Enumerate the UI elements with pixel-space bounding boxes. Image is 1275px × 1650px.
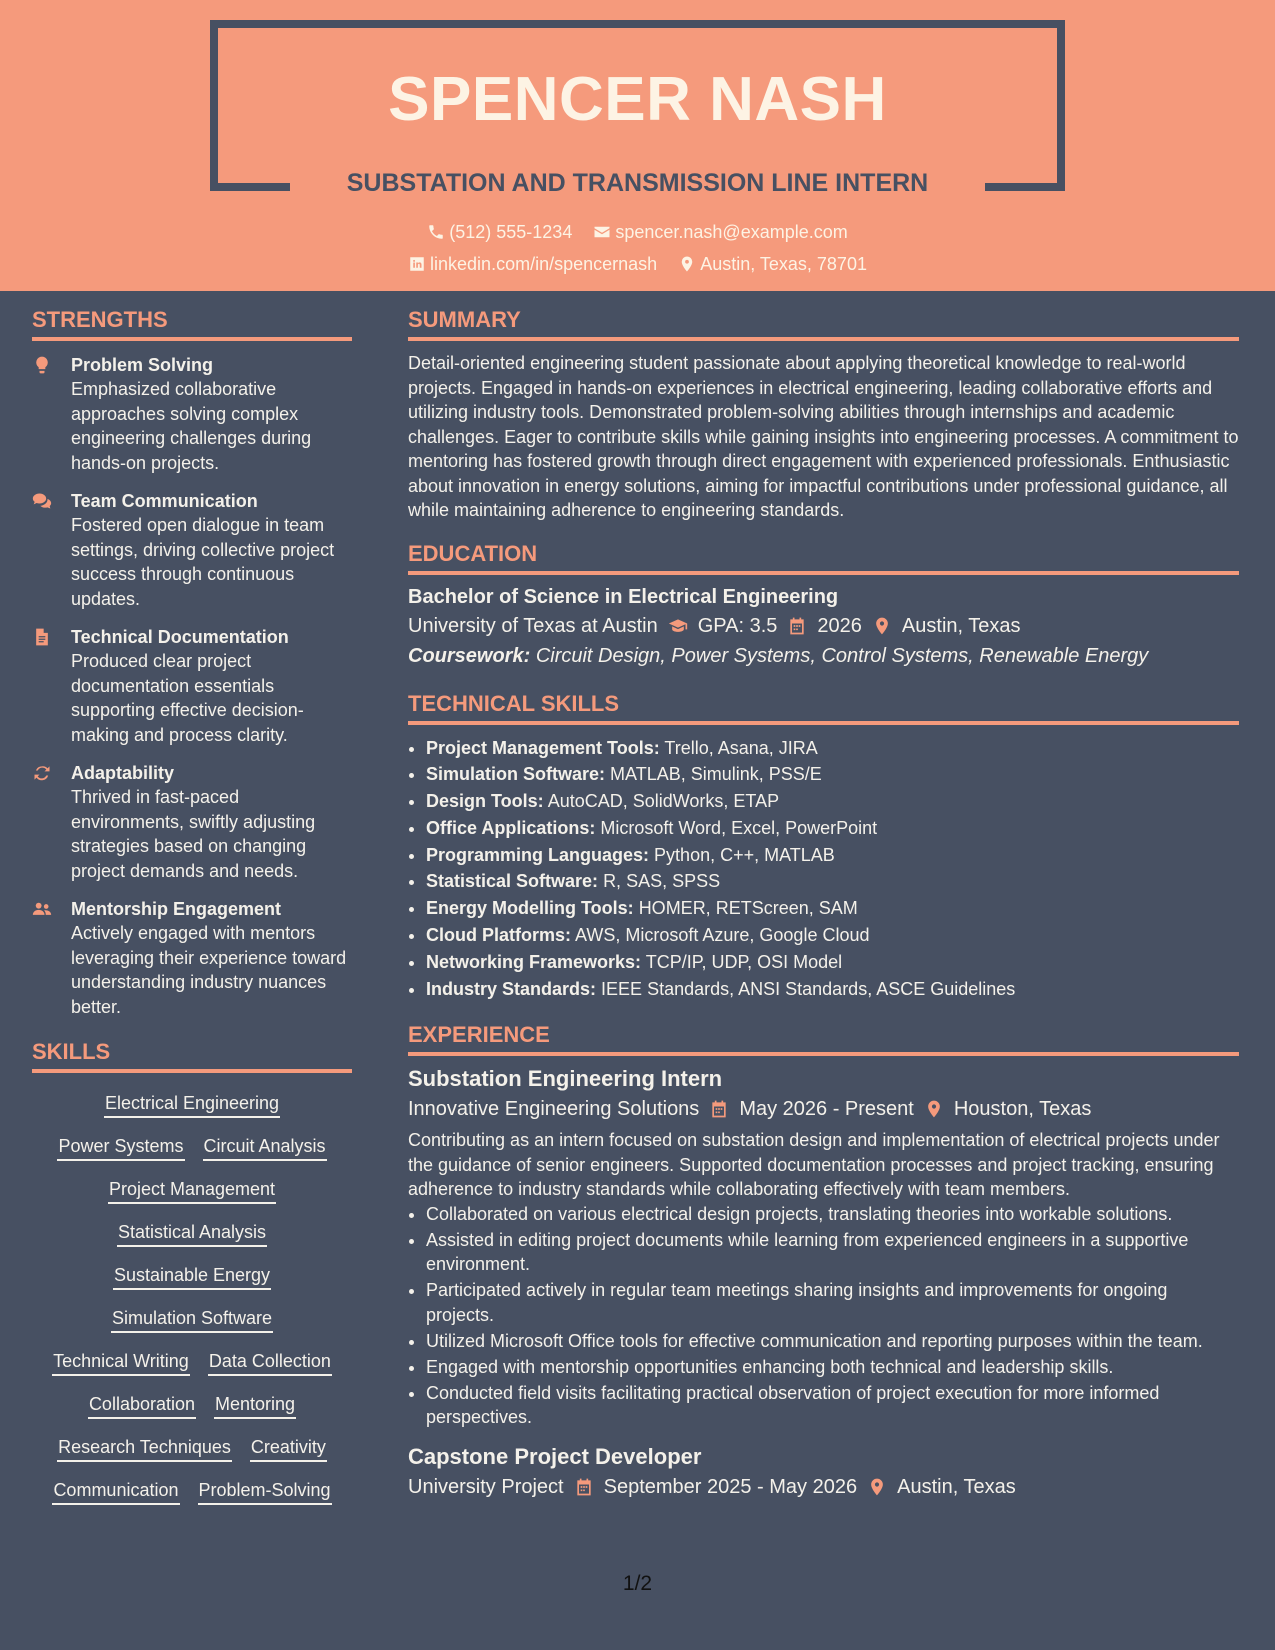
- strength-title: Technical Documentation: [71, 627, 289, 647]
- list-item: [426, 788, 1239, 815]
- skill-tag: Project Management: [108, 1177, 276, 1204]
- skill-tag: Electrical Engineering: [104, 1091, 280, 1118]
- phone-text: (512) 555-1234: [449, 222, 573, 242]
- job-entry: [408, 1064, 1239, 1430]
- contact-row-2: [0, 251, 1275, 280]
- strength-item: [32, 897, 352, 1019]
- skill-tag: Data Collection: [208, 1349, 332, 1376]
- strength-title: Mentorship Engagement: [71, 899, 282, 919]
- job-description: Contributing as an intern focused on substation design and implementation of electrical projects under the guidance of senior engineers. Supported documentation processes and project tracking, ensuring adherence to industry standards while collaborating effectively with team members.: [408, 1130, 1220, 1200]
- list-item: [426, 735, 1239, 762]
- degree-name: Bachelor of Science in Electrical Engineering: [408, 585, 839, 608]
- summary-text: Detail-oriented engineering student passionate about applying theoretical knowledge to real-world projects. Engaged in hands-on experiences in electrical engineering, leading collaborative efforts and utilizing industry tools. Demonstrated problem-solving abilities through internships and academic challenges. Eager to contribute skills while gaining insights into engineering processes. A commitment to mentoring has fostered growth through direct engagement with experienced professionals. Enthusiastic about innovation in energy solutions, aiming for impactful contributions under professional guidance, all while maintaining adherence to engineering standards.: [408, 353, 1239, 520]
- job-meta: [408, 1472, 1239, 1502]
- strength-desc: Emphasized collaborative approaches solving complex engineering challenges during hands-on projects.: [71, 379, 312, 473]
- chat-icon: [32, 491, 52, 511]
- calendar-icon: [574, 1477, 594, 1497]
- strength-desc: Produced clear project documentation essentials supporting effective decision-making and process clarity.: [71, 651, 304, 745]
- document-icon: [32, 627, 52, 647]
- skills-tags: [32, 1091, 352, 1505]
- list-item: • Assisted in editing project documents while learning from experienced engineers in a supportive environment.: [426, 1228, 1239, 1277]
- strength-desc: Actively engaged with mentors leveraging their experience toward understanding industry nuances better.: [71, 923, 347, 1017]
- contact-row-1: [0, 219, 1275, 248]
- coursework-label: Coursework:: [408, 644, 531, 667]
- education-meta: [408, 611, 1239, 641]
- phone-icon: [427, 223, 445, 241]
- tech-value: MATLAB, Simulink, PSS/E: [610, 764, 822, 785]
- strength-desc: Fostered open dialogue in team settings, driving collective project success through continuous updates.: [71, 515, 335, 609]
- job-dates: September 2025 - May 2026: [603, 1475, 858, 1498]
- skill-tag: Statistical Analysis: [117, 1220, 267, 1247]
- calendar-icon: [709, 1099, 729, 1119]
- tech-label: Industry Standards:: [426, 978, 597, 999]
- experience-heading: EXPERIENCE: [408, 1018, 1239, 1056]
- tech-value: R, SAS, SPSS: [603, 871, 721, 892]
- job-title: Substation Engineering Intern: [408, 1066, 723, 1092]
- list-item: [426, 815, 1239, 842]
- job-entry: [408, 1442, 1239, 1502]
- list-item: [426, 976, 1239, 1003]
- strength-title: Team Communication: [71, 491, 258, 511]
- linkedin-icon: [408, 255, 426, 273]
- tech-value: Python, C++, MATLAB: [654, 844, 835, 865]
- strength-item: [32, 489, 352, 611]
- map-pin-icon: [678, 255, 696, 273]
- strength-item: [32, 353, 352, 475]
- phone-contact: [427, 219, 572, 245]
- skill-tag: Creativity: [250, 1435, 327, 1462]
- email-text[interactable]: spencer.nash@example.com: [615, 222, 848, 242]
- tech-value: HOMER, RETScreen, SAM: [638, 898, 858, 919]
- map-pin-icon: [867, 1477, 887, 1497]
- tech-label: Design Tools:: [426, 791, 544, 812]
- skill-tag: Simulation Software: [111, 1306, 273, 1333]
- company-name: Innovative Engineering Solutions: [408, 1098, 700, 1121]
- tech-label: Programming Languages:: [426, 844, 650, 865]
- strengths-list: [32, 353, 352, 1019]
- list-item: [426, 949, 1239, 976]
- list-item: • Utilized Microsoft Office tools for effective communication and reporting purposes within the team.: [426, 1329, 1239, 1354]
- list-item: • Collaborated on various electrical design projects, translating theories into workable solutions.: [426, 1202, 1239, 1227]
- list-item: [426, 868, 1239, 895]
- location-contact: [678, 251, 867, 277]
- skill-tag: Sustainable Energy: [113, 1263, 271, 1290]
- strength-item: [32, 625, 352, 747]
- school-location: Austin, Texas: [901, 614, 1021, 637]
- list-item: [426, 761, 1239, 788]
- linkedin-contact[interactable]: [408, 251, 657, 277]
- tech-value: AWS, Microsoft Azure, Google Cloud: [575, 925, 870, 946]
- tech-label: Networking Frameworks:: [426, 951, 642, 972]
- strength-title: Problem Solving: [71, 355, 214, 375]
- list-item: [426, 895, 1239, 922]
- skills-heading: SKILLS: [32, 1035, 352, 1073]
- graduation-year: 2026: [817, 614, 862, 637]
- list-item: [426, 922, 1239, 949]
- right-column: [408, 303, 1239, 1502]
- tech-value: Microsoft Word, Excel, PowerPoint: [600, 817, 878, 838]
- job-location: Houston, Texas: [953, 1098, 1092, 1121]
- left-column: [32, 303, 352, 1521]
- map-pin-icon: [872, 616, 892, 636]
- skill-tag: Problem-Solving: [198, 1478, 332, 1505]
- map-pin-icon: [924, 1099, 944, 1119]
- gpa-text: GPA: 3.5: [697, 614, 778, 637]
- tech-label: Cloud Platforms:: [426, 925, 572, 946]
- tech-label: Office Applications:: [426, 817, 596, 838]
- calendar-icon: [787, 616, 807, 636]
- skill-tag: Communication: [52, 1478, 179, 1505]
- email-contact[interactable]: [593, 219, 847, 245]
- users-icon: [32, 899, 52, 919]
- list-item: • Engaged with mentorship opportunities enhancing both technical and leadership skills.: [426, 1355, 1239, 1380]
- skill-tag: Power Systems: [57, 1134, 184, 1161]
- company-name: University Project: [408, 1475, 564, 1498]
- job-dates: May 2026 - Present: [739, 1098, 914, 1121]
- technical-skills-heading: TECHNICAL SKILLS: [408, 687, 1239, 725]
- tech-label: Project Management Tools:: [426, 737, 660, 758]
- technical-skills-list: [408, 735, 1239, 1003]
- linkedin-text[interactable]: linkedin.com/in/spencernash: [430, 254, 658, 274]
- strengths-heading: STRENGTHS: [32, 303, 352, 341]
- tech-label: Statistical Software:: [426, 871, 599, 892]
- job-responsibilities: [408, 1202, 1239, 1430]
- tech-value: IEEE Standards, ANSI Standards, ASCE Guidelines: [601, 978, 1016, 999]
- envelope-icon: [593, 223, 611, 241]
- frame-border-top: [210, 20, 1065, 28]
- graduation-cap-icon: [668, 616, 688, 636]
- tech-value: AutoCAD, SolidWorks, ETAP: [547, 791, 780, 812]
- tech-value: TCP/IP, UDP, OSI Model: [645, 951, 843, 972]
- skill-tag: Mentoring: [214, 1392, 296, 1419]
- coursework-list: Circuit Design, Power Systems, Control Systems, Renewable Energy: [535, 644, 1149, 667]
- strength-item: [32, 761, 352, 883]
- job-title: Capstone Project Developer: [408, 1443, 702, 1469]
- job-location: Austin, Texas: [897, 1475, 1016, 1498]
- tech-label: Energy Modelling Tools:: [426, 898, 634, 919]
- page-number: 1/2: [622, 1572, 653, 1595]
- skill-tag: Technical Writing: [52, 1349, 190, 1376]
- strength-desc: Thrived in fast-paced environments, swiftly adjusting strategies based on changing project demands and needs.: [71, 787, 316, 881]
- skill-tag: Collaboration: [88, 1392, 196, 1419]
- location-text: Austin, Texas, 78701: [700, 254, 867, 274]
- candidate-name: SPENCER NASH: [388, 65, 887, 134]
- list-item: [426, 842, 1239, 869]
- tech-label: Simulation Software:: [426, 764, 606, 785]
- lightbulb-icon: [32, 355, 52, 375]
- header-banner: [0, 0, 1275, 291]
- skill-tag: Circuit Analysis: [203, 1134, 327, 1161]
- skill-tag: Research Techniques: [57, 1435, 232, 1462]
- job-meta: [408, 1094, 1239, 1124]
- strength-title: Adaptability: [71, 763, 175, 783]
- sync-icon: [32, 763, 52, 783]
- education-heading: EDUCATION: [408, 537, 1239, 575]
- list-item: • Conducted field visits facilitating practical observation of project execution for more informed perspectives.: [426, 1381, 1239, 1430]
- list-item: • Participated actively in regular team meetings sharing insights and improvements for ongoing projects.: [426, 1278, 1239, 1327]
- school-name: University of Texas at Austin: [408, 614, 658, 637]
- coursework: [408, 641, 1239, 671]
- tech-value: Trello, Asana, JIRA: [664, 737, 818, 758]
- summary-heading: SUMMARY: [408, 303, 1239, 341]
- candidate-title: SUBSTATION AND TRANSMISSION LINE INTERN: [346, 169, 929, 197]
